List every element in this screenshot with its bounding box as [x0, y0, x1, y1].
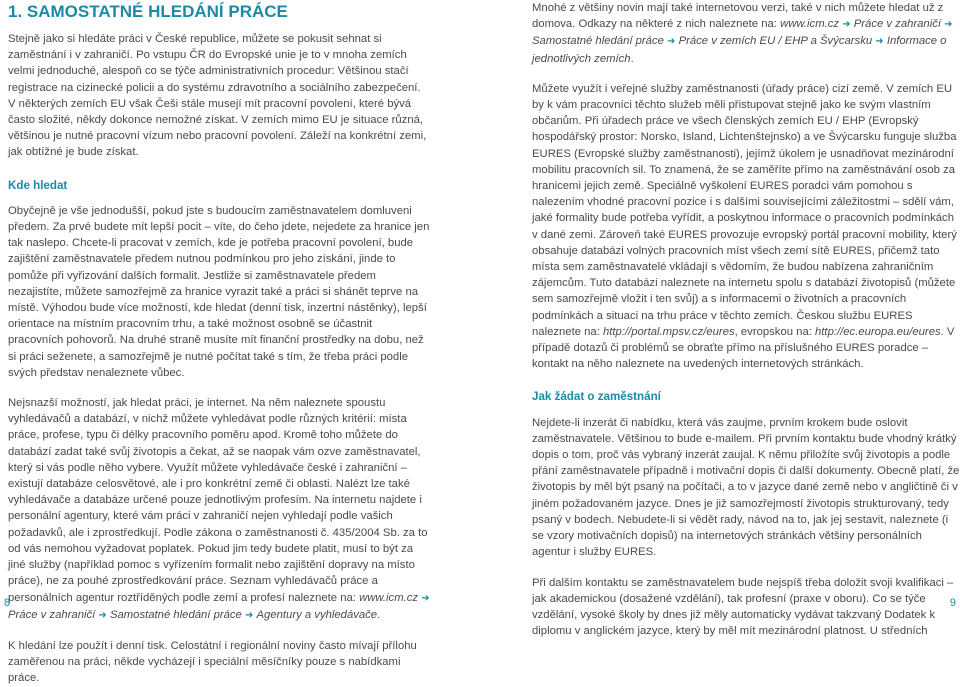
paragraph-internet-text: Nejsnazší možností, jak hledat práci, je internet. Na něm naleznete spoustu vyhledávačů a databází, v nichž můžete vyhledávat podle různých kritérií: místa práce, profese, typu či délky pracovního poměru apod. Kromě toho můžete do databází zadat také svůj životopis a čekat, až se naopak vám ozve zaměstnavatel, který si vás podle něho vybere. Využít můžete vyhledávače české i zahraniční – existují databáze celosvětové, ale i pro konkrétní země či oblasti. Nalézt lze také vyhledávače a databáze určené pouze jednotlivým profesím. Na internetu najdete i personální agentury, které vám práci v zahraničí nejen vyhledají podle vašich požadavků, ale i zprostředkují. Podle zákona o zaměstnanosti č. 435/2004 Sb. za to od vás nemohou vyžadovat poplatek. Pokud jim tedy budete platit, musí to být za jiné služby (například pomoc s vyřízením formalit nebo zajištění dopravy na místo práce), ne za pouhé zprostředkování práce. Seznam vyhledávačů práce a personálních agentur roztříděných podle zemí a profesí naleznete na: — [8, 397, 428, 604]
right-arrow-icon: ➜ — [875, 36, 884, 48]
paragraph-icm — [532, 0, 960, 67]
paragraph-icm-text: Mnohé z většiny novin mají také internetovou verzi, také v nich můžete hledat už z domova. Odkazy na některé z nich naleznete na: — [532, 2, 944, 31]
right-arrow-icon: ➜ — [98, 609, 107, 621]
period: . — [630, 52, 634, 65]
page-number-left: 8 — [4, 597, 11, 609]
path-informace-zeme: Informace o jednotlivých zemích — [532, 35, 947, 65]
path-agentury: Agentury a vyhledávače — [256, 608, 378, 621]
eures-end-text: . V případě dotazů či problémů se obraťte přímo na příslušného EURES poradce – kontakt na něho naleznete na uvedených internetových stránkách. — [532, 325, 955, 371]
right-column — [532, 0, 960, 639]
right-arrow-icon: ➜ — [244, 609, 254, 621]
right-arrow-icon: ➜ — [944, 19, 953, 31]
page-number-right: 9 — [949, 597, 956, 609]
path-prace-v-zahranici: Práce v zahraničí — [8, 608, 96, 621]
path-samostatne-hledani: Samostatné hledání práce — [109, 608, 242, 621]
section-title: 1. SAMOSTATNÉ HLEDÁNÍ PRÁCE — [8, 2, 288, 21]
link-icm[interactable]: www.icm.cz — [359, 591, 419, 604]
paragraph-eures — [532, 81, 960, 373]
subheading-kde-hledat: Kde hledat — [8, 178, 68, 192]
right-arrow-icon: ➜ — [842, 19, 851, 31]
right-arrow-icon: ➜ — [667, 36, 676, 48]
paragraph-eures-text: Můžete využít i veřejné služby zaměstnanosti (úřady práce) cizí země. V zemích EU by k vám pracovníci těchto služeb měli přistupovat stejně jako ke svým vlastním občanům. Při úřadech práce ve všech členských zemích EU / EHP (Evropský hospodářský prostor: Norsko, Island, Lichtenštejnsko) a ve Švýcarsku funguje služba EURES (Evropské služby zaměstnanosti), jejímž úkolem je usnadňovat mezinárodní mobilitu pracovních sil. To znamená, že se zaměříte přímo na zaměstnávání osob za hranicemi jejich země. Speciálně vyškolení EURES poradci vám pomohou s nalezením vhodné pracovní pozice i s dalšími souvisejícími záležitostmi – sdělí vám, jaké formality bude potřeba vyřídit, a poskytnou informace o pracovních podmínkách v dané zemi. Zároveň také EURES provozuje evropský portál pracovní mobility, který obsahuje databázi volných pracovních míst všech zemí sítě EURES, přičemž tato místa sem zaměstnavatelé vkládají s vědomím, že budou nabízena zahraničním zájemcům. Tuto databázi naleznete na internetu spolu s databází životopisů (můžete sem samozřejmě vložit i ten svůj) a s informacemi o životních a pracovních podmínkách a situaci na trhu práce v těchto zemích. Českou službu EURES naleznete na: — [532, 82, 957, 338]
paragraph-kde-hledat: Obyčejně je vše jednodušší, pokud jste s budoucím zaměstnavatelem domluveni předem. Za prvé budete mít lepší pocit – víte, do čeho jdete, nejedete za hranice jen tak naslepo. Chcete-li pracovat v zemích, kde je potřeba pracovní povolení, bude zajištění zaměstnavatele předem nutnou podmínkou pro jeho získání, jinde to pomůže při vyřizování dalších formalit. Jestliže si zaměstnavatele předem nezajistíte, můžete samozřejmě za hranice vyrazit také a práci si shánět teprve na místě. Výhodou bude více možností, kde hledat (denní tisk, inzertní nástěnky), lepší orientace na místním pracovním trhu, a také možnost osobně se účastnit pracovních pohovorů. Na druhé straně musíte mít finanční prostředky na dobu, než si práci seženete, a samozřejmě je nutné počítat také s tím, že třeba práci podle svých představ nenaleznete vůbec. — [8, 204, 430, 379]
paragraph-press: K hledání lze použít i denní tisk. Celostátní i regionální noviny často mívají přílohu zaměřenou na práci, někde vycházejí i speciální měsíčníky pouze s nabídkami práce. — [8, 639, 417, 685]
paragraph-jak-zadat: Nejdete-li inzerát či nabídku, která vás zaujme, prvním krokem bude oslovit zaměstnavatele. Většinou to bude e-mailem. Při prvním kontaktu bude vhodný krátký dopis o tom, proč vás vybraný inzerát zaujal. K němu přiložíte svůj životopis a podle přání zaměstnavatele případně i motivační dopis či další dokumenty. Obecně platí, že životopis by měl být psaný na počítači, a to v jazyce dané země nebo v angličtině či v jiném požadovaném jazyce. Dnes je již samozřejmostí životopis strukturovaný, tedy psaný v bodech. Nebudete-li si vědět rady, návod na to, jak jej sestavit, naleznete (i se vzory motivačních dopisů) na internetových stránkách většiny personálních agentur i služby EURES. — [532, 416, 960, 559]
subheading-jak-zadat: Jak žádat o zaměstnání — [532, 390, 661, 404]
intro-paragraph: Stejně jako si hledáte práci v České republice, můžete se pokusit sehnat si zaměstnání i v zahraničí. Po vstupu ČR do Evropské unie je to v mnoha zemích velmi jednoduché, alespoň co se týče administrativních procedur: Většinou stačí registrace na cizinecké policii a do systému zdravotního a sociálního zabezpečení. V některých zemích EU však Češi stále musejí mít pracovní povolení, které bývá často složité, někdy dokonce nemožné získat. V zemích mimo EU je situace různá, většinou je nutné pracovní vízum nebo pracovní povolení. Záleží na konkrétní zemi, jak obtížné je bude získat. — [8, 33, 427, 159]
link-eures-cz[interactable]: http://portal.mpsv.cz/eures — [602, 325, 735, 338]
path-eu-ehp: Práce v zemích EU / EHP a Švýcarsku — [678, 35, 873, 48]
period: . — [377, 608, 381, 621]
paragraph-kvalifikace: Při dalším kontaktu se zaměstnavatelem bude nejspíš třeba doložit svoji kvalifikaci – jak akademickou (dosažené vzdělání), tak profesní (praxe v oboru). Co se týče vzdělání, vysoké školy by dnes již měly automaticky vydávat takzvaný Dodatek k diplomu v anglickém jazyce, který by měl mít mezinárodní platnost. U středních — [532, 576, 954, 638]
left-column — [8, 0, 430, 687]
link-eures-eu[interactable]: http://ec.europa.eu/eures — [815, 325, 941, 338]
paragraph-internet — [8, 395, 430, 624]
eures-middle-text: , evropskou na: — [734, 325, 816, 338]
right-arrow-icon: ➜ — [421, 592, 430, 604]
path-prace-v-zahranici: Práce v zahraničí — [853, 18, 942, 31]
link-icm[interactable]: www.icm.cz — [780, 18, 840, 31]
path-samostatne-hledani: Samostatné hledání práce — [532, 35, 664, 48]
